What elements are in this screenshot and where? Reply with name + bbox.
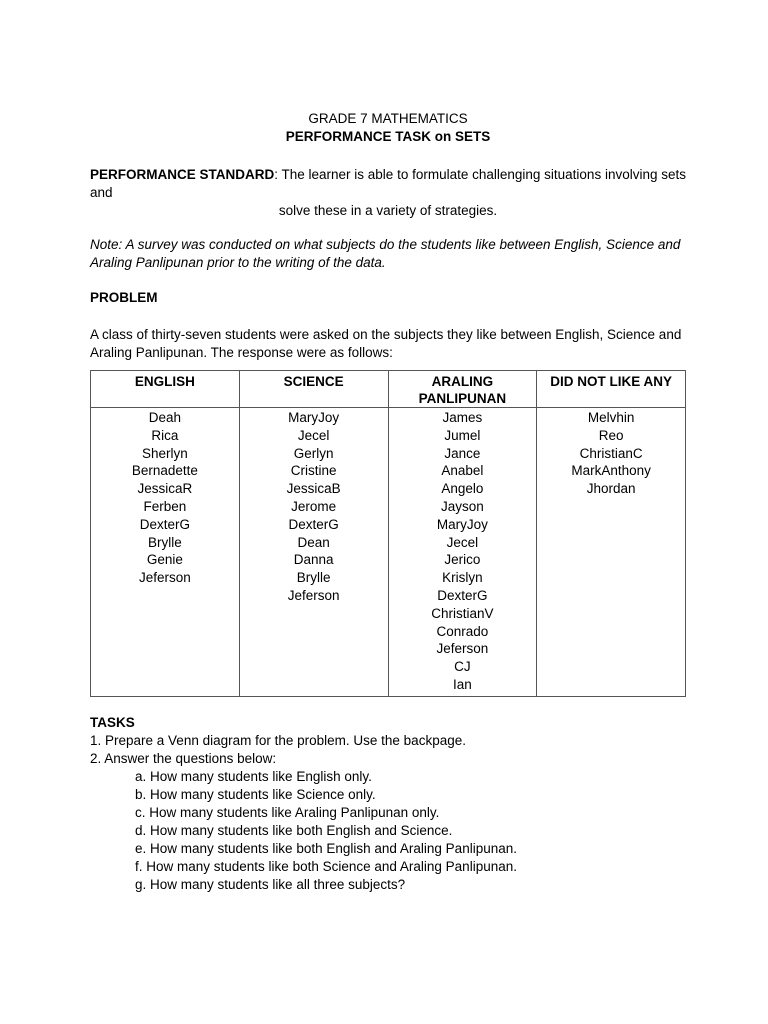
student-name: Cristine	[290, 463, 337, 479]
table-header-row	[91, 371, 686, 408]
student-name: Bernadette	[131, 463, 198, 479]
student-name: Jeferson	[138, 570, 191, 586]
student-name: Jhordan	[586, 481, 636, 497]
question-list	[90, 768, 686, 894]
survey-table	[90, 370, 686, 697]
student-name: Ian	[452, 676, 472, 692]
did-not-like-any-column	[537, 408, 686, 697]
note-paragraph	[90, 236, 686, 272]
student-name: MaryJoy	[288, 410, 340, 425]
question-item: e. How many students like both English and Araling Panlipunan.	[135, 840, 517, 856]
student-name: Jayson	[440, 498, 484, 514]
student-name: Reo	[598, 427, 624, 443]
student-name: Danna	[293, 552, 334, 568]
header-did-not-like-any: DID NOT LIKE ANY	[537, 371, 686, 408]
question-item: f. How many students like both Science and Araling Panlipunan.	[135, 858, 517, 874]
student-name: Jance	[444, 445, 481, 461]
standard-text-line2: solve these in a variety of strategies.	[278, 203, 498, 218]
student-name: MarkAnthony	[571, 463, 651, 479]
student-name: Jecel	[446, 534, 479, 550]
tasks-section	[90, 714, 686, 894]
student-name: Jerome	[291, 498, 337, 514]
student-name: ChristianC	[579, 445, 643, 461]
student-name: MaryJoy	[436, 516, 488, 532]
student-name: CJ	[454, 659, 471, 675]
araling-panlipunan-column	[388, 408, 537, 697]
header-science: SCIENCE	[239, 371, 388, 408]
task-title: PERFORMANCE TASK on SETS	[285, 129, 491, 144]
student-name: Anabel	[441, 463, 484, 479]
student-name: Jumel	[444, 427, 481, 443]
problem-heading: PROBLEM	[90, 290, 158, 305]
student-name: ChristianV	[431, 605, 494, 621]
student-name: Dean	[297, 534, 330, 550]
student-name: Brylle	[147, 534, 182, 550]
problem-text: A class of thirty-seven students were asked on the subjects they like between English, Science and Araling Panlipunan. The response were as follows:	[90, 327, 682, 360]
english-column	[91, 408, 240, 697]
student-name: Krislyn	[442, 570, 483, 586]
document-page	[90, 110, 686, 894]
table-row	[91, 408, 686, 697]
student-name: JessicaB	[286, 481, 341, 497]
note-text: : A survey was conducted on what subjects do the students like between English, Science and Araling Panlipunan prior to the writing of the data.	[90, 237, 681, 270]
tasks-heading: TASKS	[90, 714, 135, 730]
task-item: 1. Prepare a Venn diagram for the problem. Use the backpage.	[90, 732, 466, 748]
standard-label: PERFORMANCE STANDARD	[90, 167, 275, 182]
student-name: Sherlyn	[141, 445, 188, 461]
student-name: DexterG	[437, 587, 488, 603]
student-name: James	[442, 410, 483, 425]
question-item: a. How many students like English only.	[135, 768, 372, 784]
student-name: Brylle	[296, 570, 331, 586]
student-name: Gerlyn	[293, 445, 334, 461]
grade-title: GRADE 7 MATHEMATICS	[308, 111, 468, 126]
student-name: DexterG	[288, 516, 339, 532]
student-name: Jerico	[444, 552, 481, 568]
science-column	[239, 408, 388, 697]
note-label: Note	[90, 237, 119, 252]
question-item: g. How many students like all three subjects?	[135, 876, 406, 892]
student-name: Deah	[148, 410, 182, 425]
task-item: 2. Answer the questions below:	[90, 750, 277, 766]
question-item: b. How many students like Science only.	[135, 786, 376, 802]
performance-standard	[90, 166, 686, 220]
student-name: Angelo	[441, 481, 484, 497]
header-araling-panlipunan: ARALING PANLIPUNAN	[388, 371, 537, 408]
header-english: ENGLISH	[91, 371, 240, 408]
student-name: Ferben	[143, 498, 187, 514]
student-name: Melvhin	[587, 410, 635, 425]
student-name: Jecel	[297, 427, 330, 443]
student-name: JessicaR	[137, 481, 193, 497]
question-item: c. How many students like Araling Panlipunan only.	[135, 804, 440, 820]
question-item: d. How many students like both English and Science.	[135, 822, 453, 838]
student-name: Jeferson	[436, 641, 489, 657]
student-name: Conrado	[436, 623, 489, 639]
student-name: Rica	[151, 427, 179, 443]
student-name: DexterG	[139, 516, 190, 532]
student-name: Genie	[146, 552, 183, 568]
standard-text-line1: : The learner is able to formulate challenging situations involving sets and	[90, 167, 686, 200]
student-name: Jeferson	[287, 587, 340, 603]
